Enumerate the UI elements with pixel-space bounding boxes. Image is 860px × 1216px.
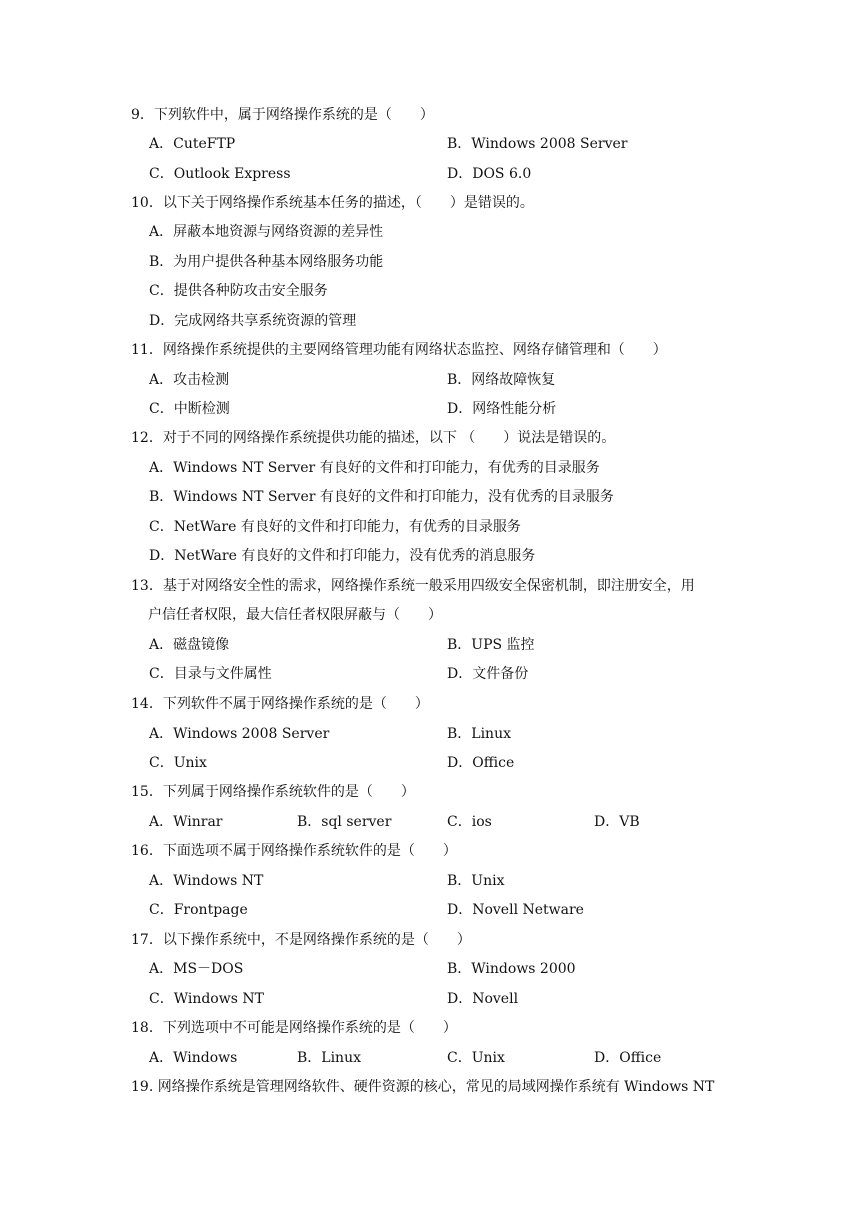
- option-b: B．为用户提供各种基本网络服务功能: [149, 254, 384, 270]
- option-b: B．网络故障恢复: [447, 372, 556, 388]
- option-a: A．MS－DOS: [149, 961, 244, 977]
- option-a: A．Windows 2008 Server: [149, 726, 330, 742]
- question-stem: 16．下面选项不属于网络操作系统软件的是（ ）: [131, 843, 457, 859]
- option-b: B．UPS 监控: [447, 637, 535, 653]
- option-c: C．Windows NT: [149, 991, 264, 1007]
- option-b: B．Linux: [447, 726, 511, 742]
- option-d: D．NetWare 有良好的文件和打印能力，没有优秀的消息服务: [149, 548, 536, 564]
- option-c: C．Unix: [149, 755, 207, 771]
- option-a: A．Winrar: [149, 814, 223, 830]
- option-a: A．CuteFTP: [149, 136, 236, 152]
- option-c: C．Unix: [447, 1050, 505, 1066]
- option-d: D．Office: [447, 755, 515, 771]
- question-stem: 19. 网络操作系统是管理网络软件、硬件资源的核心，常见的局域网操作系统有 Windows NT: [131, 1079, 715, 1095]
- option-c: C．目录与文件属性: [149, 666, 272, 682]
- option-b: B．Windows NT Server 有良好的文件和打印能力，没有优秀的目录服务: [149, 489, 614, 505]
- question-stem: 9．下列软件中，属于网络操作系统的是（ ）: [131, 107, 434, 123]
- question-stem: 11．网络操作系统提供的主要网络管理功能有网络状态监控、网络存储管理和（ ）: [131, 342, 667, 358]
- option-d: D．网络性能分析: [447, 401, 557, 417]
- option-a: A．Windows NT: [149, 873, 264, 889]
- option-d: D．DOS 6.0: [447, 166, 532, 182]
- option-a: A．屏蔽本地资源与网络资源的差异性: [149, 224, 384, 240]
- option-a: A．Windows NT Server 有良好的文件和打印能力，有优秀的目录服务: [149, 460, 600, 476]
- option-c: C．NetWare 有良好的文件和打印能力，有优秀的目录服务: [149, 519, 521, 535]
- option-c: C．ios: [447, 814, 492, 830]
- option-d: D．完成网络共享系统资源的管理: [149, 313, 357, 329]
- option-b: B．Unix: [447, 873, 505, 889]
- option-d: D．Novell Netware: [447, 902, 584, 918]
- question-stem: 12．对于不同的网络操作系统提供功能的描述，以下 （ ）说法是错误的。: [131, 430, 616, 446]
- option-d: D．Novell: [447, 991, 519, 1007]
- option-d: D．文件备份: [447, 666, 529, 682]
- option-b: B．sql server: [297, 814, 392, 830]
- option-c: C．Outlook Express: [149, 166, 291, 182]
- option-b: B．Windows 2008 Server: [447, 136, 628, 152]
- question-stem: 15．下列属于网络操作系统软件的是（ ）: [131, 784, 415, 800]
- question-stem: 17．以下操作系统中，不是网络操作系统的是（ ）: [131, 932, 471, 948]
- question-stem: 14．下列软件不属于网络操作系统的是（ ）: [131, 696, 429, 712]
- question-stem: 13．基于对网络安全性的需求，网络操作系统一般采用四级安全保密机制，即注册安全，用: [131, 578, 695, 594]
- option-b: B．Windows 2000: [447, 961, 576, 977]
- option-c: C．提供各种防攻击安全服务: [149, 283, 328, 299]
- question-stem-continuation: 户信任者权限，最大信任者权限屏蔽与（ ）: [148, 607, 442, 623]
- question-stem: 10．以下关于网络操作系统基本任务的描述，（ ）是错误的。: [131, 195, 534, 211]
- option-c: C．Frontpage: [149, 902, 248, 918]
- option-d: D．VB: [594, 814, 640, 830]
- option-a: A．磁盘镜像: [149, 637, 230, 653]
- question-stem: 18．下列选项中不可能是网络操作系统的是（ ）: [131, 1020, 457, 1036]
- option-b: B．Linux: [297, 1050, 361, 1066]
- option-c: C．中断检测: [149, 401, 230, 417]
- option-a: A．攻击检测: [149, 372, 230, 388]
- option-d: D．Office: [594, 1050, 662, 1066]
- option-a: A．Windows: [149, 1050, 238, 1066]
